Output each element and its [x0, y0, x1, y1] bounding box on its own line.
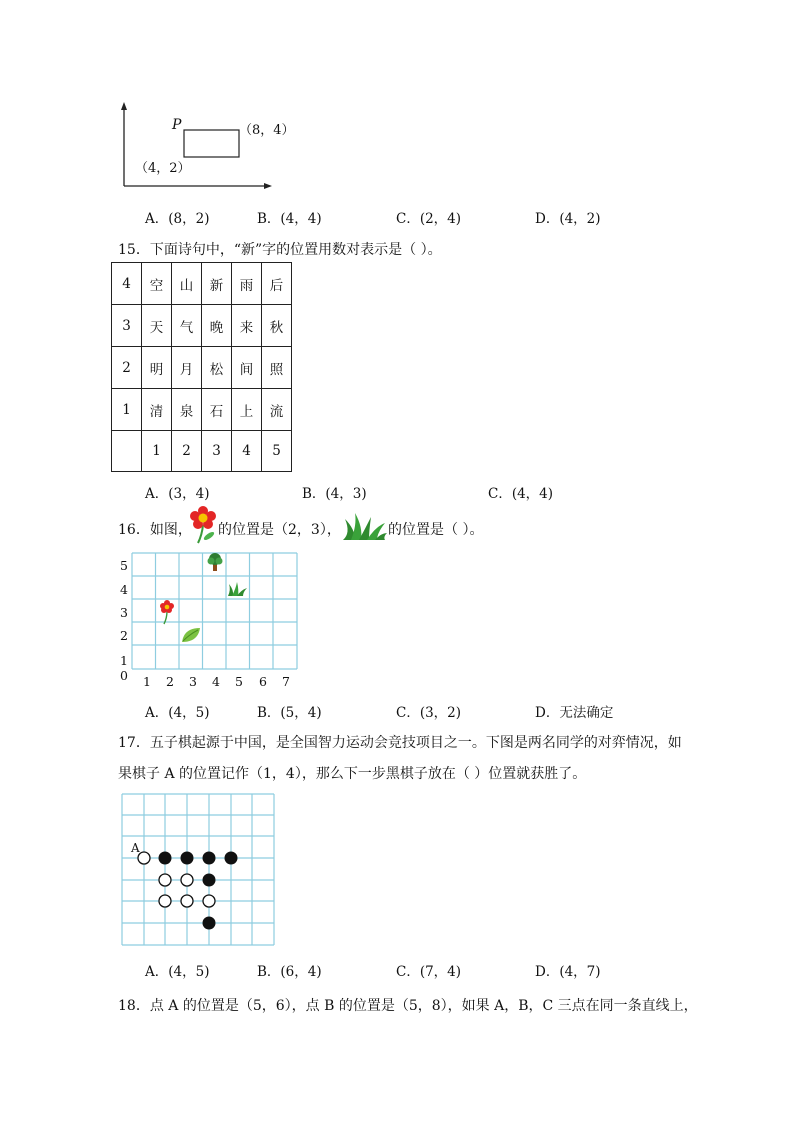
x-label: 7 — [282, 674, 290, 689]
column-number: 2 — [172, 431, 202, 472]
q16-question-prefix: 16．如图， — [118, 522, 192, 538]
table-row — [112, 305, 292, 347]
q14-option-b[interactable]: B．(4，4) — [257, 211, 322, 227]
column-number: 3 — [202, 431, 232, 472]
q16-option-d[interactable]: D．无法确定 — [535, 705, 614, 721]
table-cell: 气 — [172, 305, 202, 347]
q14-point-label: P — [172, 117, 182, 133]
black-stone — [203, 917, 216, 930]
white-stone — [181, 874, 193, 886]
q17-question-line1: 17．五子棋起源于中国，是全国智力运动会竞技项目之一。下图是两名同学的对弈情况，如 — [118, 735, 682, 751]
q15-question: 15．下面诗句中，“新”字的位置用数对表示是（ ）。 — [118, 242, 442, 258]
x-label: 4 — [212, 674, 220, 689]
q14-option-a[interactable]: A．(8，2) — [145, 211, 210, 227]
table-cell: 清 — [142, 389, 172, 431]
small-flower-icon — [160, 600, 174, 624]
table-cell: 新 — [202, 263, 232, 305]
x-label: 1 — [143, 674, 151, 689]
table-cell: 山 — [172, 263, 202, 305]
table-cell: 明 — [142, 347, 172, 389]
x-label: 3 — [189, 674, 197, 689]
white-stone — [159, 895, 171, 907]
q14-axes — [110, 100, 290, 195]
leaf-icon — [182, 628, 200, 642]
black-stone — [203, 874, 216, 887]
table-cell: 照 — [262, 347, 292, 389]
q16-question-suffix: 的位置是（ ）。 — [388, 522, 484, 538]
row-number: 2 — [112, 347, 142, 389]
q16-option-a[interactable]: A．(4，5) — [145, 705, 210, 721]
y-label: 3 — [120, 605, 128, 620]
table-cell: 泉 — [172, 389, 202, 431]
q17-question-line2: 果棋子 A 的位置记作（1，4），那么下一步黑棋子放在（ ）位置就获胜了。 — [118, 766, 587, 782]
stone-a-label: A — [131, 841, 140, 855]
table-row — [112, 431, 292, 472]
q15-poem-table — [111, 262, 292, 472]
black-stone — [159, 852, 172, 865]
q14-option-c[interactable]: C．(2，4) — [396, 211, 462, 227]
q15-option-c[interactable]: C．(4，4) — [488, 486, 554, 502]
q17-option-a[interactable]: A．(4，5) — [145, 964, 210, 980]
x-label: 5 — [235, 674, 243, 689]
table-cell: 上 — [232, 389, 262, 431]
table-cell: 松 — [202, 347, 232, 389]
table-cell: 秋 — [262, 305, 292, 347]
q16-option-b[interactable]: B．(5，4) — [257, 705, 322, 721]
q14-top-right-coord: （8，4） — [239, 123, 295, 138]
column-number: 1 — [142, 431, 172, 472]
table-row — [112, 389, 292, 431]
grass-icon — [341, 511, 387, 545]
q17-board-grid — [118, 790, 278, 950]
black-stone — [225, 852, 238, 865]
x-label: 2 — [166, 674, 174, 689]
table-cell: 石 — [202, 389, 232, 431]
q16-option-c[interactable]: C．(3，2) — [396, 705, 462, 721]
table-cell: 晚 — [202, 305, 232, 347]
row-number: 3 — [112, 305, 142, 347]
q14-bottom-left-coord: （4，2） — [135, 161, 191, 176]
black-stone — [181, 852, 194, 865]
flower-icon — [188, 505, 218, 549]
q16-grid — [110, 548, 310, 693]
q14-figure — [110, 100, 290, 195]
q15-option-a[interactable]: A．(3，4) — [145, 486, 210, 502]
q16-question-mid: 的位置是（2，3）， — [218, 522, 341, 538]
table-cell: 流 — [262, 389, 292, 431]
y-label-origin: 0 — [120, 668, 128, 683]
table-cell: 间 — [232, 347, 262, 389]
table-cell: 雨 — [232, 263, 262, 305]
y-label: 4 — [120, 582, 128, 597]
y-label: 2 — [120, 628, 128, 643]
q17-option-c[interactable]: C．(7，4) — [396, 964, 462, 980]
table-cell: 来 — [232, 305, 262, 347]
white-stone — [159, 874, 171, 886]
q17-gomoku-board — [118, 790, 278, 950]
white-stone — [181, 895, 193, 907]
table-row — [112, 263, 292, 305]
q14-option-d[interactable]: D．(4，2) — [535, 211, 601, 227]
q17-option-d[interactable]: D．(4，7) — [535, 964, 601, 980]
column-number: 4 — [232, 431, 262, 472]
q17-option-b[interactable]: B．(6，4) — [257, 964, 322, 980]
x-label: 6 — [259, 674, 267, 689]
black-stone — [203, 852, 216, 865]
q14-rectangle — [184, 130, 239, 157]
q18-question-line1: 18．点 A 的位置是（5，6），点 B 的位置是（5，8），如果 A，B，C 三点在同一条直线上， — [118, 998, 698, 1014]
tree-icon — [208, 553, 223, 571]
corner-cell — [112, 431, 142, 472]
table-cell: 后 — [262, 263, 292, 305]
table-row — [112, 347, 292, 389]
table-cell: 空 — [142, 263, 172, 305]
table-cell: 天 — [142, 305, 172, 347]
small-grass-icon — [228, 582, 247, 596]
y-label: 5 — [120, 558, 128, 573]
row-number: 1 — [112, 389, 142, 431]
q15-option-b[interactable]: B．(4，3) — [302, 486, 367, 502]
row-number: 4 — [112, 263, 142, 305]
column-number: 5 — [262, 431, 292, 472]
q16-grid-figure — [110, 548, 310, 693]
table-cell: 月 — [172, 347, 202, 389]
white-stone — [203, 895, 215, 907]
y-label: 1 — [120, 653, 128, 668]
